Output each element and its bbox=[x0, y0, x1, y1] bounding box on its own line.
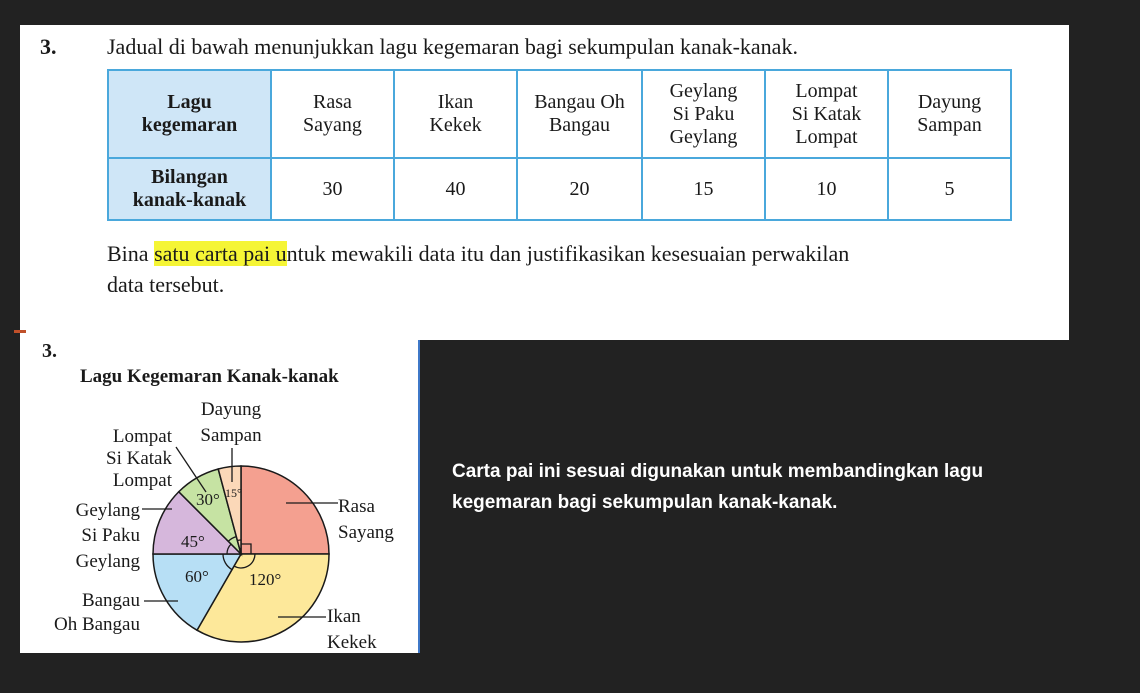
instruction-text: Bina satu carta pai untuk mewakili data itu dan justifikasikan kesesuaian perwakilan data tersebut. bbox=[107, 241, 850, 297]
table-cell: 5 bbox=[888, 158, 1011, 220]
angle-label-60: 60° bbox=[185, 567, 209, 586]
angle-label-15: 15° bbox=[225, 486, 242, 500]
table-cell: Bangau Oh Bangau bbox=[517, 70, 642, 158]
table-cell: 15 bbox=[642, 158, 765, 220]
table-cell: Geylang Si Paku Geylang bbox=[642, 70, 765, 158]
table-cell: Lompat Si Katak Lompat bbox=[765, 70, 888, 158]
label-rasa: Rasa Sayang bbox=[338, 496, 394, 543]
table-cell: 30 bbox=[271, 158, 394, 220]
chart-title: Lagu Kegemaran Kanak-kanak bbox=[80, 366, 339, 387]
table-header-cell: Lagu kegemaran bbox=[108, 70, 271, 158]
table-header-cell: Bilangan kanak-kanak bbox=[108, 158, 271, 220]
table-cell: 20 bbox=[517, 158, 642, 220]
table-cell: Ikan Kekek bbox=[394, 70, 517, 158]
table-cell: Dayung Sampan bbox=[888, 70, 1011, 158]
question-text: Jadual di bawah menunjukkan lagu kegemaran bagi sekumpulan kanak-kanak. bbox=[107, 34, 798, 59]
label-ikan: Ikan Kekek bbox=[327, 606, 377, 653]
table-cell: 40 bbox=[394, 158, 517, 220]
answer-number: 3. bbox=[42, 340, 57, 362]
question-number: 3. bbox=[40, 34, 57, 59]
label-dayung: Dayung Sampan bbox=[200, 399, 262, 446]
table-cell: 10 bbox=[765, 158, 888, 220]
label-geylang: Geylang Si Paku Geylang bbox=[75, 500, 140, 572]
highlighted-text: satu carta pai u bbox=[154, 241, 287, 266]
answer-note: Carta pai ini sesuai digunakan untuk membandingkan lagu kegemaran bagi sekumpulan kanak-kanak. bbox=[452, 461, 984, 513]
pie-slice bbox=[241, 466, 329, 554]
label-lompat: Lompat Si Katak Lompat bbox=[106, 426, 172, 491]
angle-label-120: 120° bbox=[249, 570, 282, 589]
angle-label-30: 30° bbox=[196, 490, 220, 509]
angle-label-45: 45° bbox=[181, 532, 205, 551]
table-cell: Rasa Sayang bbox=[271, 70, 394, 158]
label-bangau: Bangau Oh Bangau bbox=[53, 590, 140, 635]
